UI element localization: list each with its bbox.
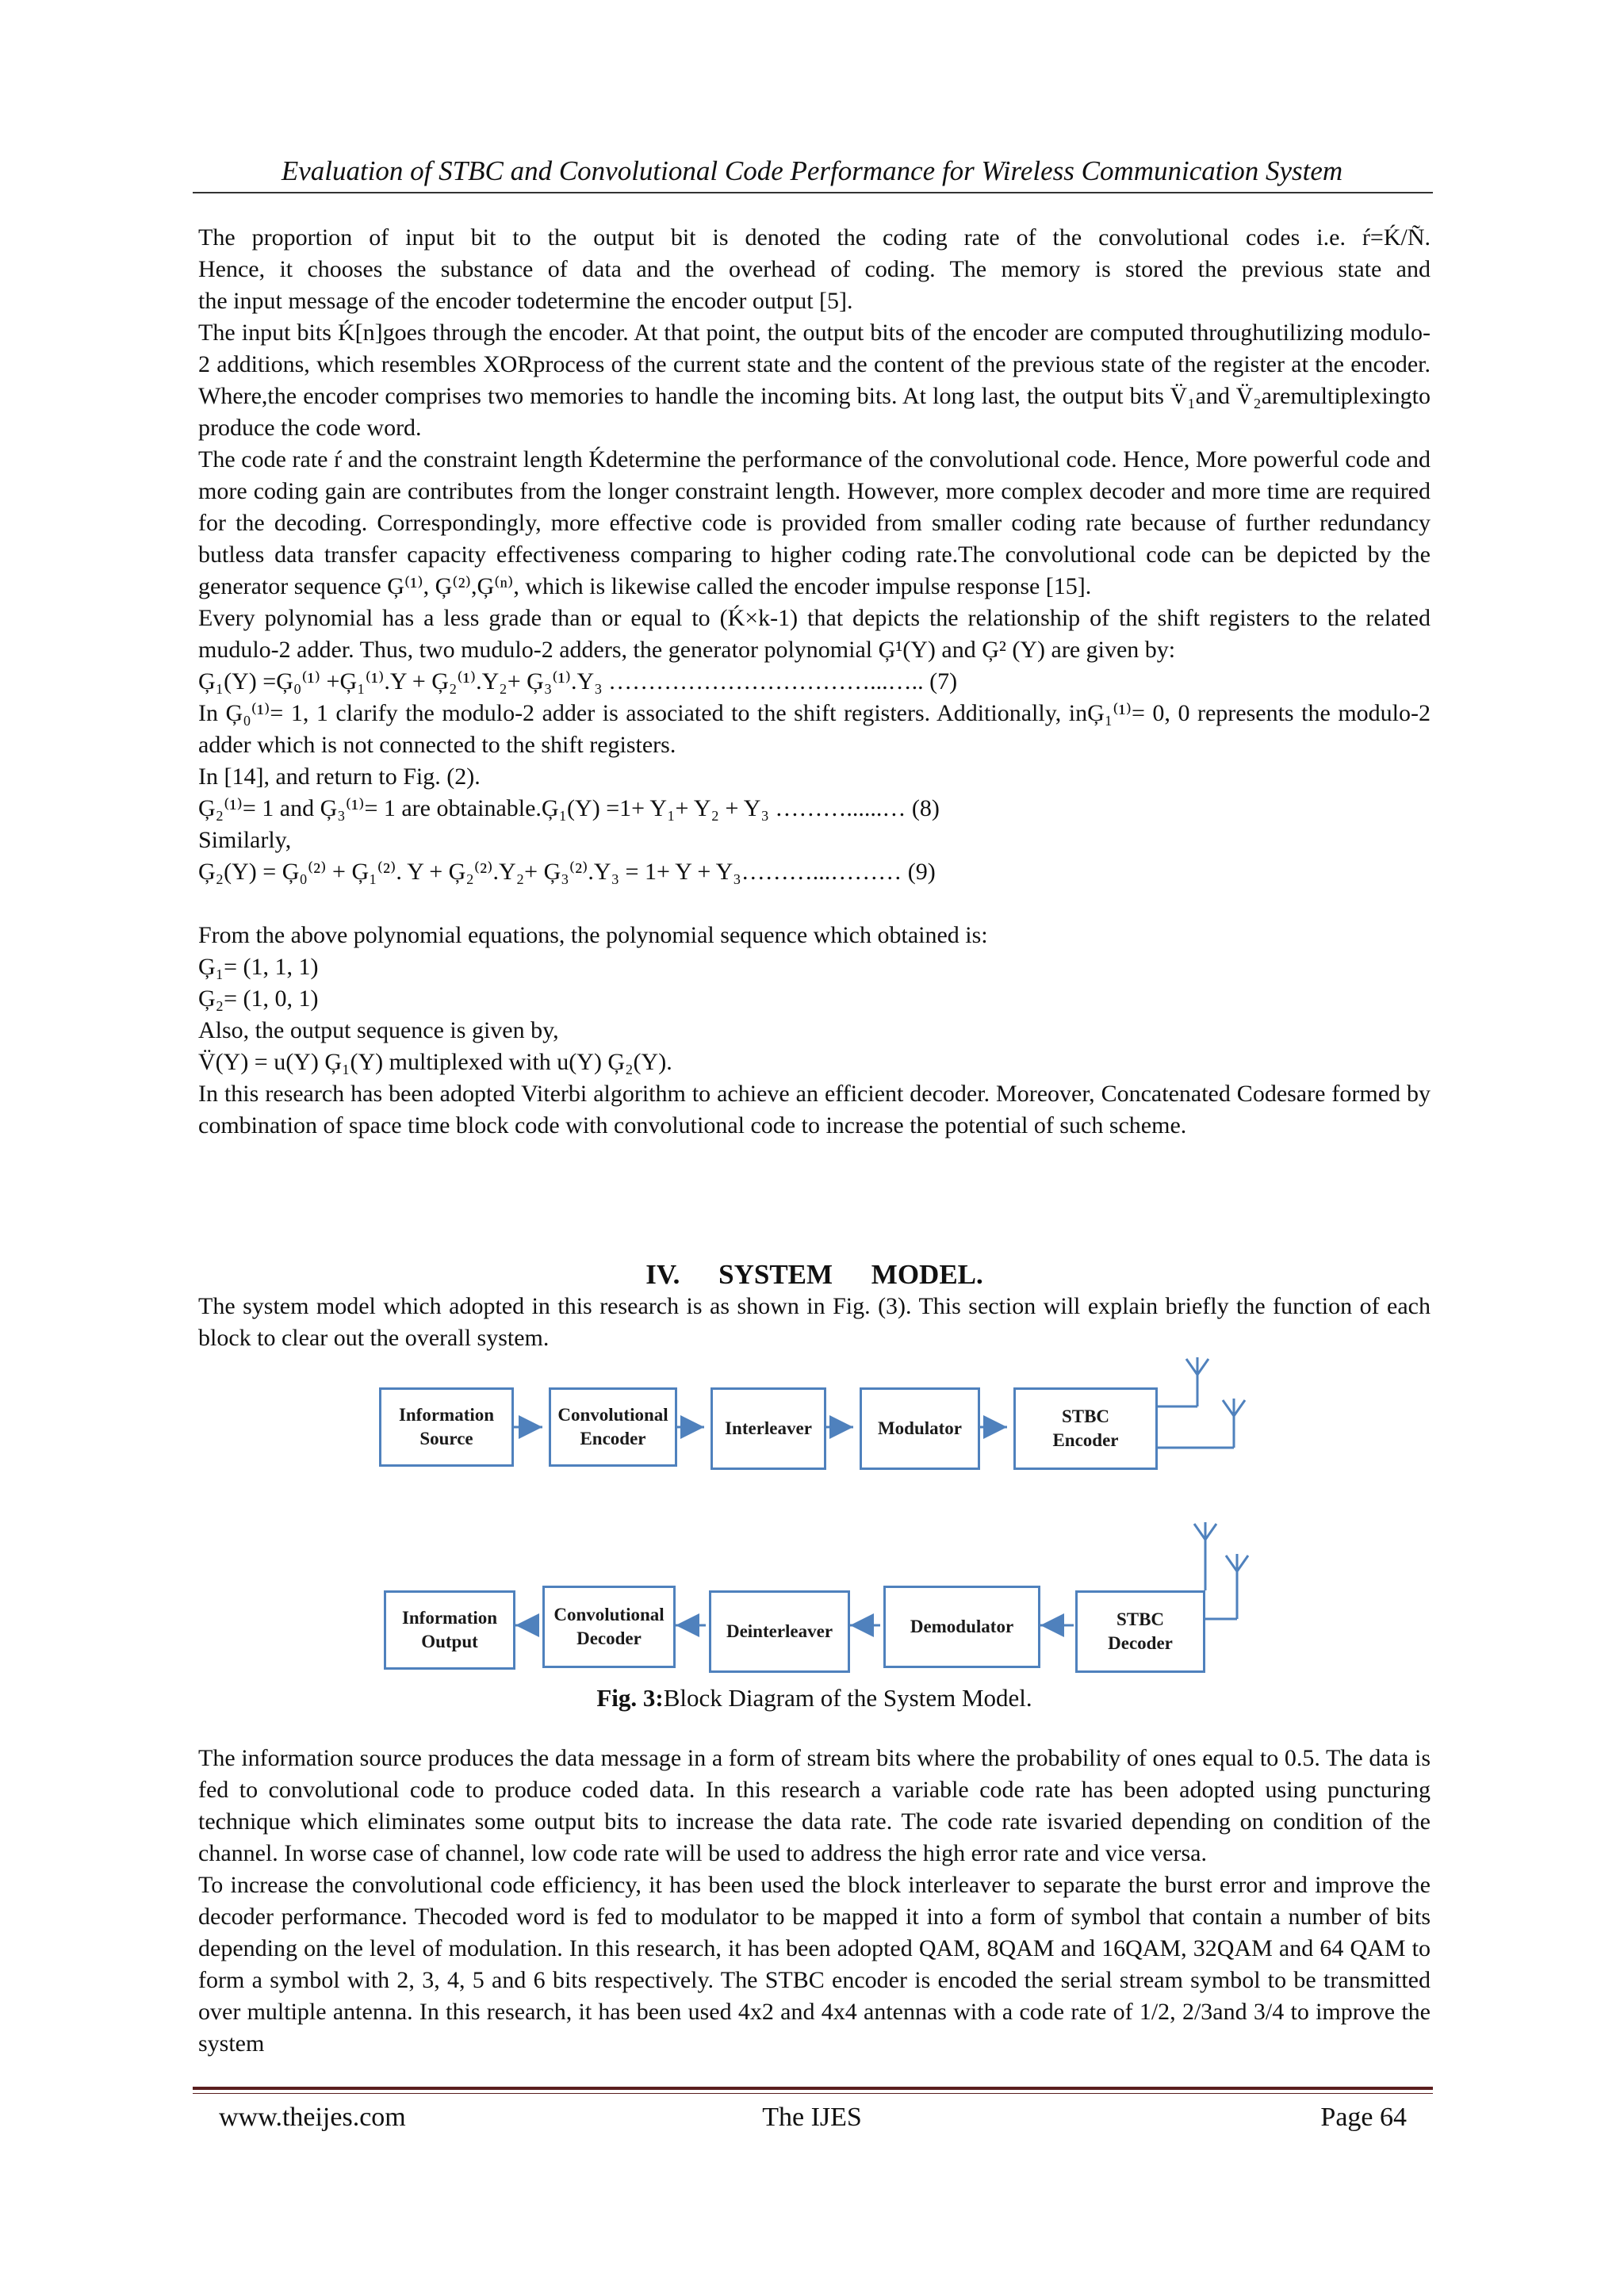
paragraph: In Ģ₀⁽¹⁾= 1, 1 clarify the modulo-2 adder is associated to the shift registers. Additionally, inĢ₁⁽¹⁾= 0, 0 represents the modulo-2 adder which is not connected to the shift registers. <box>198 700 1431 758</box>
header-rule <box>193 192 1433 193</box>
footer-page-number: Page 64 <box>1320 2103 1407 2132</box>
block-information-output: Information Output <box>384 1590 515 1670</box>
generator-seq-1: Ģ₁= (1, 1, 1) <box>198 954 319 980</box>
block-convolutional-decoder: Convolutional Decoder <box>542 1586 676 1668</box>
paragraph: From the above polynomial equations, the polynomial sequence which obtained is: <box>198 922 988 948</box>
block-demodulator: Demodulator <box>883 1586 1040 1668</box>
paragraph: To increase the convolutional code efficiency, it has been used the block interleaver to separate the burst error and improve the decoder performance. Thecoded word is fed to modulator to be mapped it into a form of symbol that contain a number of bits depending on the level of modulation. In this research, it has been adopted QAM, 8QAM and 16QAM, 32QAM and 64 QAM to form a symbol with 2, 3, 4, 5 and 6 bits respectively. The STBC encoder is encoded the serial stream symbol to be transmitted over multiple antenna. In this research, it has been used 4x2 and 4x4 antennas with a code rate of 1/2, 2/3and 3/4 to improve the system <box>198 1872 1431 2057</box>
paragraph: The system model which adopted in this research is as shown in Fig. (3). This section will explain briefly the function of each block to clear out the overall system. <box>198 1293 1431 1351</box>
block-stbc-encoder: STBC Encoder <box>1013 1387 1158 1470</box>
paragraph-line: The proportion of input bit to the output bit is denoted the coding rate of the convolutional codes i.e. ŕ=Ḱ/Ñ. <box>198 224 1431 251</box>
block-information-source: Information Source <box>379 1387 514 1467</box>
block-deinterleaver: Deinterleaver <box>709 1590 850 1673</box>
spacer <box>198 888 1431 920</box>
equation-8: Ģ₂⁽¹⁾= 1 and Ģ₃⁽¹⁾= 1 are obtainable.Ģ₁(Y) =1+ Y₁+ Y₂ + Y₃ ………......… (8) <box>198 795 940 821</box>
generator-seq-2: Ģ₂= (1, 0, 1) <box>198 985 319 1012</box>
system-block-diagram <box>373 1356 1277 1689</box>
caption-label: Fig. 3: <box>596 1684 664 1712</box>
block-interleaver: Interleaver <box>710 1387 826 1470</box>
paragraph: The code rate ŕ and the constraint length Ḱdetermine the performance of the convolutional code. Hence, More powerful code and more coding gain are contributes from the longer constraint length. However, more complex decoder and more time are required for the decoding. Correspondingly, more effective code is provided from smaller coding rate because of further redundancy butless data transfer capacity effectiveness comparing to higher coding rate.The convolutional code can be depicted by the generator sequence Ģ⁽¹⁾, Ģ⁽²⁾,Ģ⁽ⁿ⁾, which is likewise called the encoder impulse response [15]. <box>198 446 1431 599</box>
paragraph-line: the input message of the encoder todetermine the encoder output [5]. <box>198 288 853 314</box>
tx-antenna-2 <box>1223 1399 1245 1416</box>
figure-caption <box>198 1684 1431 1712</box>
paragraph: Every polynomial has a less grade than or equal to (Ḱ×k-1) that depicts the relationship of the shift registers to the related mudulo-2 adder. Thus, two mudulo-2 adders, the generator polynomial Ģ¹(Y) and Ģ² (Y) are given by: <box>198 605 1431 663</box>
block-stbc-decoder: STBC Decoder <box>1075 1590 1205 1673</box>
paragraph: The input bits Ḱ[n]goes through the encoder. At that point, the output bits of the encoder are computed throughutilizing modulo-2 additions, which resembles XORprocess of the current state and the content of the previous state of the register at the encoder. Where,the encoder comprises two memories to handle the incoming bits. At long last, the output bits V̈₁and V̈₂aremultiplexingto produce the code word. <box>198 320 1431 441</box>
section-heading <box>198 1259 1431 1291</box>
footer-website: www.theijes.com <box>219 2103 406 2132</box>
paragraph: Similarly, <box>198 827 292 853</box>
equation-9: Ģ₂(Y) = Ģ₀⁽²⁾ + Ģ₁⁽²⁾. Y + Ģ₂⁽²⁾.Y₂+ Ģ₃⁽²⁾.Y₃ = 1+ Y + Y₃………...……… (9) <box>198 859 936 885</box>
paragraph: Also, the output sequence is given by, <box>198 1017 559 1043</box>
running-title: Evaluation of STBC and Convolutional Code Performance for Wireless Communication System <box>281 155 1343 186</box>
tx-antenna-1 <box>1186 1357 1208 1375</box>
output-seq: V̈(Y) = u(Y) Ģ₁(Y) multiplexed with u(Y) Ģ₂(Y). <box>198 1049 672 1075</box>
paragraph: In this research has been adopted Viterbi algorithm to achieve an efficient decoder. Moreover, Concatenated Codesare formed by combination of space time block code with convolutional code to increase the potential of such scheme. <box>198 1081 1431 1138</box>
section-intro <box>198 1291 1431 1354</box>
block-convolutional-encoder: Convolutional Encoder <box>549 1387 677 1467</box>
block-modulator: Modulator <box>860 1387 980 1470</box>
caption-text: Block Diagram of the System Model. <box>663 1684 1032 1712</box>
equation-7: Ģ₁(Y) =Ģ₀⁽¹⁾ +Ģ₁⁽¹⁾.Y + Ģ₂⁽¹⁾.Y₂+ Ģ₃⁽¹⁾.Y₃ ……………………………...….. (7) <box>198 668 958 695</box>
footer-rule <box>193 2087 1433 2090</box>
body-text-bottom <box>198 1743 1431 2060</box>
footer-rule-thin <box>193 2093 1433 2094</box>
paragraph: The information source produces the data message in a form of stream bits where the probability of ones equal to 0.5. The data is fed to convolutional code to produce coded data. In this research a variable code rate has been adopted using puncturing technique which eliminates some output bits to increase the data rate. The code rate isvaried depending on condition of the channel. In worse case of channel, low code rate will be used to address the high error rate and vice versa. <box>198 1745 1431 1866</box>
paragraph: In [14], and return to Fig. (2). <box>198 763 481 790</box>
paragraph-line: Hence, it chooses the substance of data and the overhead of coding. The memory is stored the previous state and <box>198 256 1431 282</box>
rx-antenna-1 <box>1194 1522 1216 1540</box>
footer-journal: The IJES <box>762 2103 862 2132</box>
body-text-top <box>198 222 1431 1142</box>
rx-antenna-2 <box>1226 1554 1248 1571</box>
section-number: IV. <box>645 1259 680 1290</box>
section-title: SYSTEM MODEL. <box>718 1259 983 1290</box>
